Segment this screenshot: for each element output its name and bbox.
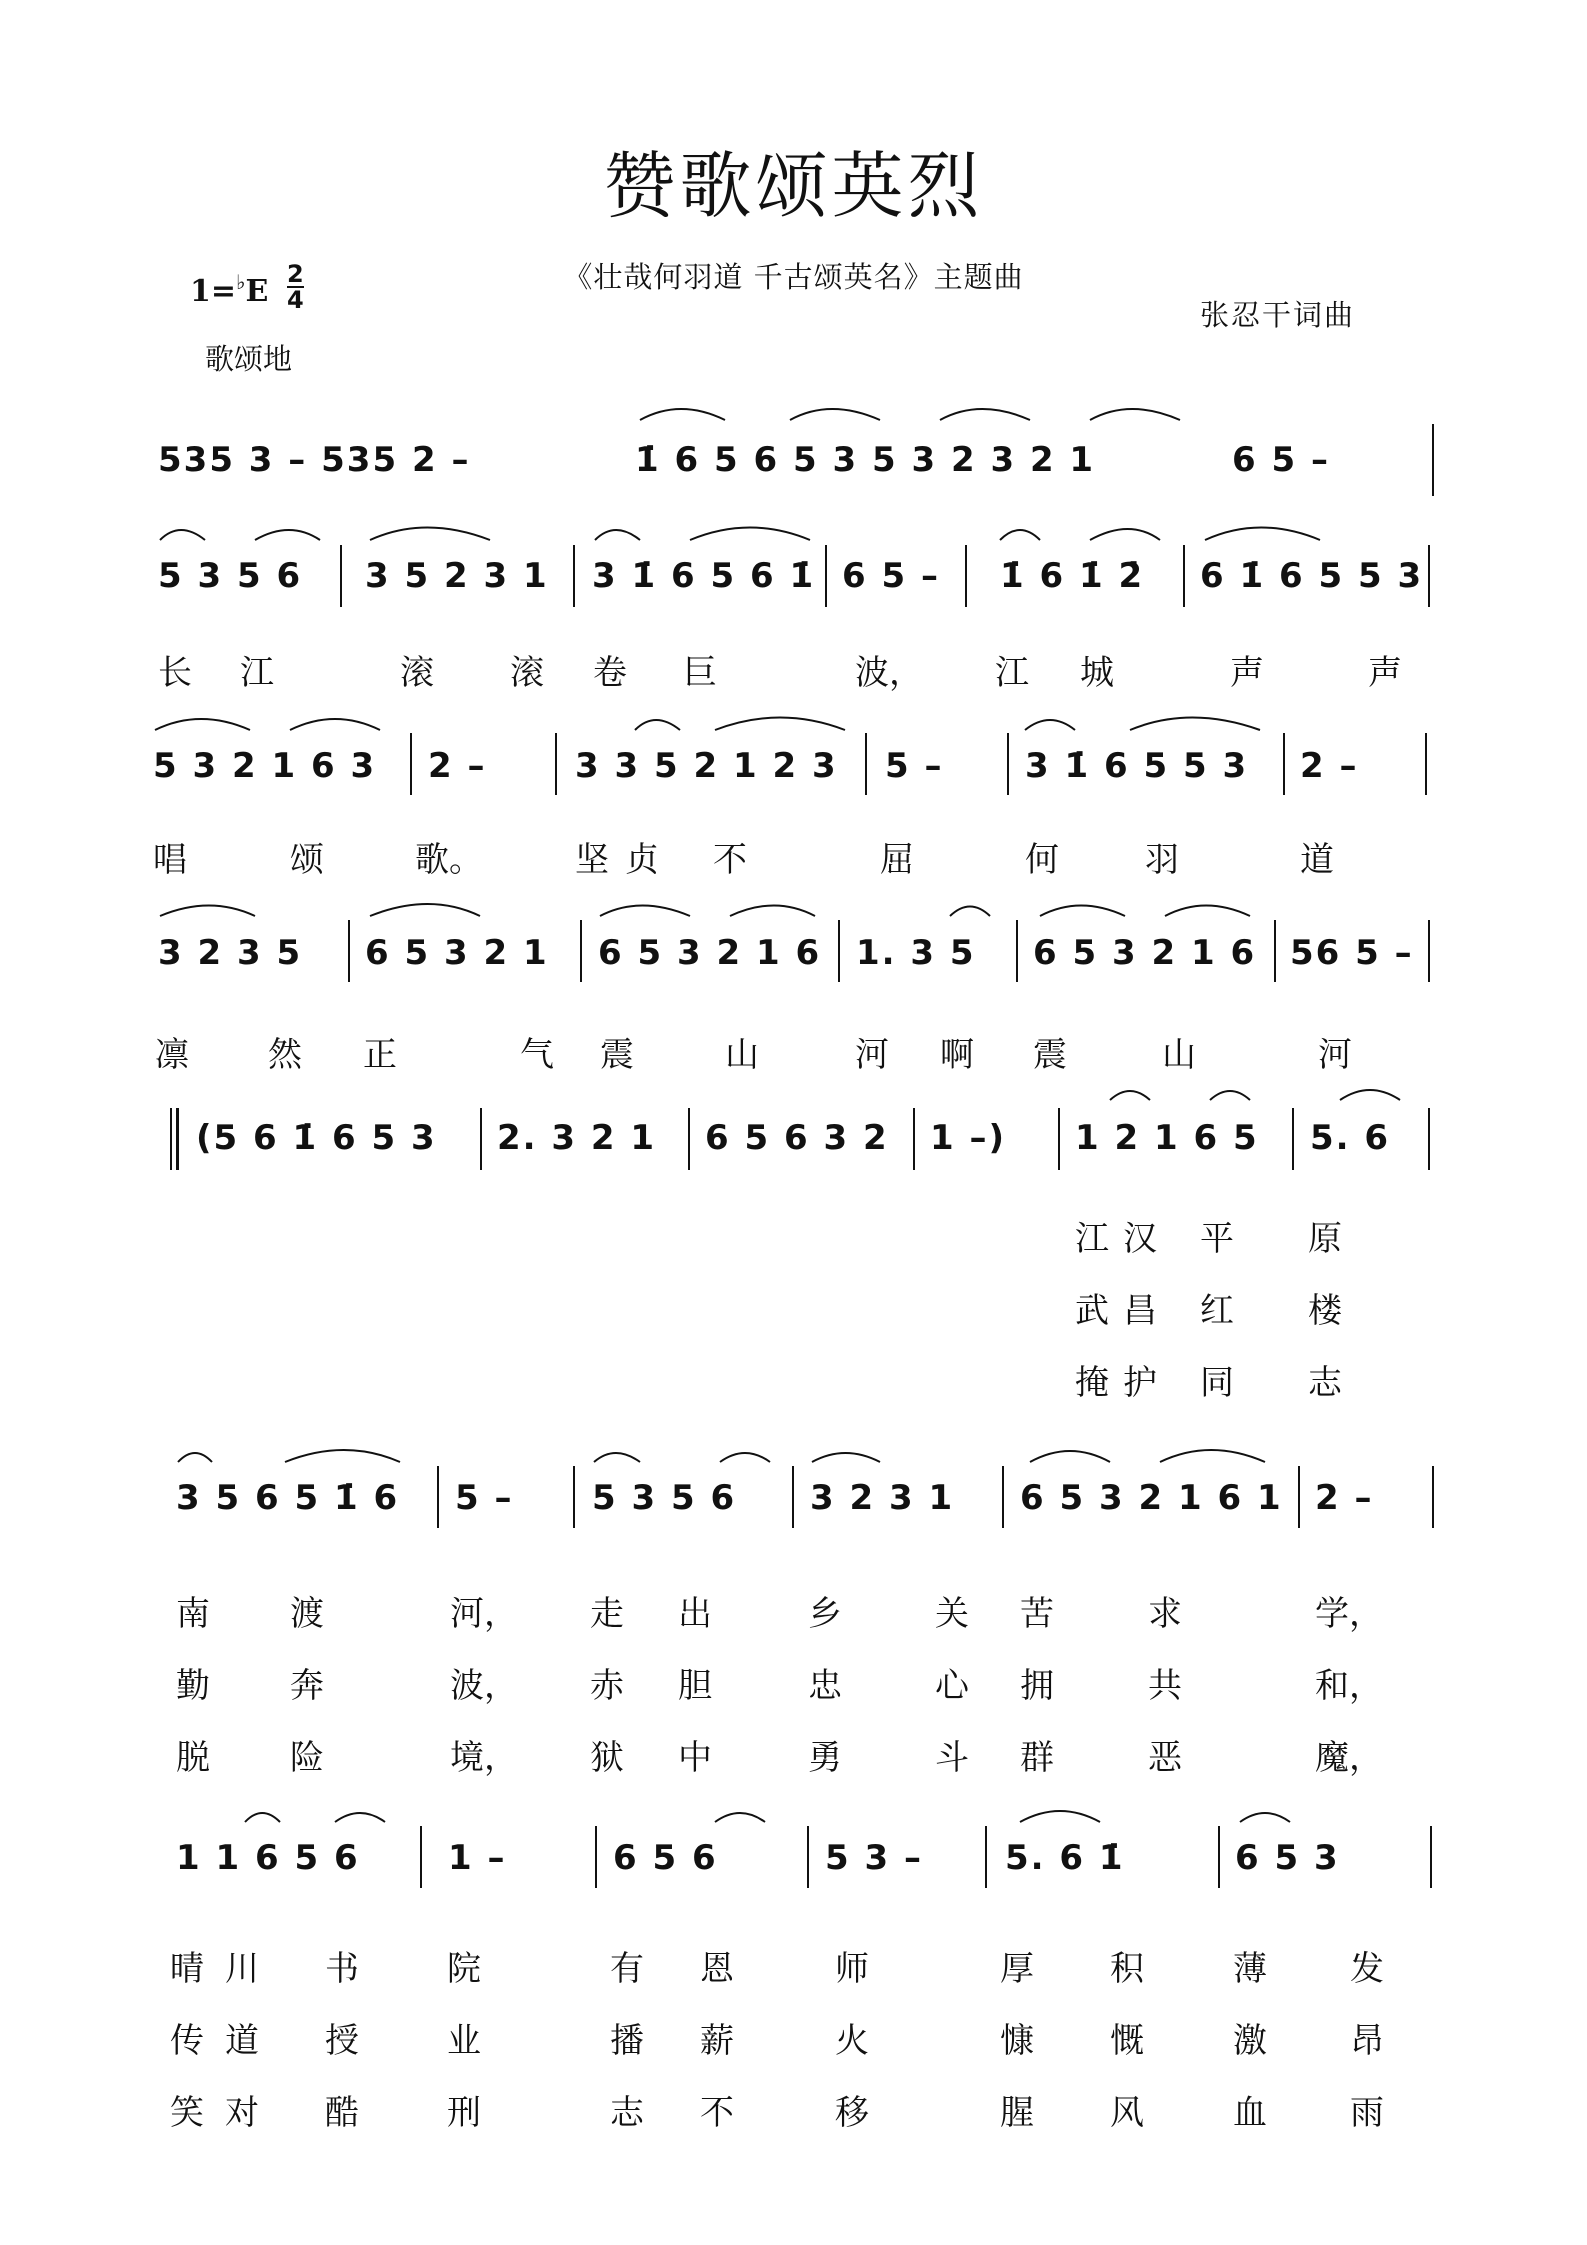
lyric: 原 bbox=[1308, 1219, 1342, 1259]
lyric: 境， bbox=[450, 1738, 518, 1778]
barline bbox=[595, 1826, 597, 1888]
measure: 3 3 5 2 1 2 3 bbox=[575, 746, 838, 786]
barline bbox=[480, 1108, 482, 1170]
lyric: 汉 bbox=[1123, 1219, 1157, 1259]
lyric: 坚 bbox=[575, 840, 609, 880]
lyric: 慷 bbox=[1000, 2021, 1034, 2061]
lyric: 昌 bbox=[1123, 1291, 1157, 1331]
barline bbox=[985, 1826, 987, 1888]
lyric: 刑 bbox=[447, 2093, 481, 2133]
measure: 1 –) bbox=[930, 1118, 1007, 1158]
time-numerator: 2 bbox=[287, 260, 304, 288]
measure: 1 2 1 6 5 bbox=[1075, 1118, 1259, 1158]
composer-credit: 张忍干词曲 bbox=[1200, 298, 1356, 332]
lyric: 拥 bbox=[1020, 1666, 1054, 1706]
measure: 3 1̇ 6 5 5 3 bbox=[1025, 746, 1249, 786]
lyric: 道 bbox=[1300, 840, 1334, 880]
lyric: 声 bbox=[1230, 653, 1264, 693]
lyric: 魔， bbox=[1315, 1738, 1383, 1778]
measure: 5. 6 1̇ bbox=[1005, 1838, 1125, 1878]
measure: 1. 3 5 bbox=[856, 933, 976, 973]
measure: 5 – bbox=[455, 1478, 514, 1518]
lyric: 江 bbox=[995, 653, 1029, 693]
repeat-barline-thick bbox=[176, 1108, 179, 1170]
lyric: 平 bbox=[1200, 1219, 1234, 1259]
measure: 3 5 6 5 1̇ 6 bbox=[176, 1478, 400, 1518]
barline bbox=[688, 1108, 690, 1170]
barline bbox=[580, 920, 582, 982]
lyric: 河， bbox=[450, 1594, 518, 1634]
lyric: 震 bbox=[600, 1035, 634, 1075]
lyric: 和， bbox=[1315, 1666, 1383, 1706]
lyric: 颂 bbox=[290, 840, 324, 880]
measure: 2 – bbox=[1315, 1478, 1374, 1518]
lyric: 志 bbox=[1308, 1363, 1342, 1403]
measure: 6 5 3 2 1 6 1 bbox=[1020, 1478, 1283, 1518]
lyric: 城 bbox=[1080, 653, 1114, 693]
lyric: 心 bbox=[935, 1666, 969, 1706]
lyric: 贞 bbox=[625, 840, 659, 880]
barline bbox=[410, 733, 412, 795]
lyric: 山 bbox=[1162, 1035, 1196, 1075]
lyric: 忠 bbox=[808, 1666, 842, 1706]
lyric: 风 bbox=[1110, 2093, 1144, 2133]
barline bbox=[348, 920, 350, 982]
measure: 3 2 3 1 bbox=[810, 1478, 955, 1518]
lyric: 长 bbox=[158, 653, 192, 693]
lyric: 然 bbox=[268, 1035, 302, 1075]
lyric: 河 bbox=[1318, 1035, 1352, 1075]
barline bbox=[838, 920, 840, 982]
lyric: 厚 bbox=[1000, 1949, 1034, 1989]
lyric: 胆 bbox=[678, 1666, 712, 1706]
measure: 6 5 3 2 1 6 bbox=[598, 933, 822, 973]
page-title: 赞歌颂英烈 bbox=[603, 144, 984, 228]
lyric: 江 bbox=[240, 653, 274, 693]
lyric: 学， bbox=[1315, 1594, 1383, 1634]
barline bbox=[555, 733, 557, 795]
measure: 5 3 5 6 bbox=[592, 1478, 737, 1518]
barline bbox=[573, 1466, 575, 1528]
lyric: 奔 bbox=[290, 1666, 324, 1706]
lyric: 苦 bbox=[1020, 1594, 1054, 1634]
barline bbox=[1432, 1466, 1434, 1528]
lyric: 火 bbox=[835, 2021, 869, 2061]
lyric: 滚 bbox=[510, 653, 544, 693]
lyric: 乡 bbox=[808, 1594, 842, 1634]
lyric: 正 bbox=[363, 1035, 397, 1075]
measure: 1 1 6 5 6 bbox=[176, 1838, 360, 1878]
lyric: 走 bbox=[590, 1594, 624, 1634]
measure: 2 – bbox=[428, 746, 487, 786]
lyric: 巨 bbox=[683, 653, 717, 693]
measure: 6 1̇ 6 5 5 3 bbox=[1200, 556, 1424, 596]
lyric: 震 bbox=[1033, 1035, 1067, 1075]
lyric: 关 bbox=[935, 1594, 969, 1634]
lyric: 勇 bbox=[808, 1738, 842, 1778]
lyric: 移 bbox=[835, 2093, 869, 2133]
measure: 6 5 6 bbox=[613, 1838, 718, 1878]
measure: 6 5 3 2 1 6 bbox=[1033, 933, 1257, 973]
barline bbox=[573, 545, 575, 607]
lyric: 险 bbox=[290, 1738, 324, 1778]
lyric: 中 bbox=[678, 1738, 712, 1778]
measure-group: 1̇ 6 5 6 5 3 5 3 2 3 2 1 bbox=[635, 440, 1096, 480]
measure: 5 3 5 6 bbox=[158, 556, 303, 596]
subtitle: 《壮哉何羽道 千古颂英名》主题曲 bbox=[563, 260, 1024, 294]
barline bbox=[1002, 1466, 1004, 1528]
barline bbox=[792, 1466, 794, 1528]
lyric: 啊 bbox=[940, 1035, 974, 1075]
measure: 5 3 2 1 6 3 bbox=[153, 746, 377, 786]
lyric: 何 bbox=[1025, 840, 1059, 880]
lyric: 凛 bbox=[155, 1035, 189, 1075]
lyric: 出 bbox=[678, 1594, 712, 1634]
lyric: 慨 bbox=[1110, 2021, 1144, 2061]
measure: 1̇ 6 1̇ 2̇ bbox=[1000, 556, 1145, 596]
lyric: 共 bbox=[1148, 1666, 1182, 1706]
lyric: 护 bbox=[1123, 1363, 1157, 1403]
lyric: 南 bbox=[176, 1594, 210, 1634]
lyric: 传 bbox=[170, 2021, 204, 2061]
lyric: 狱 bbox=[590, 1738, 624, 1778]
lyric: 播 bbox=[610, 2021, 644, 2061]
barline bbox=[865, 733, 867, 795]
lyric: 波， bbox=[450, 1666, 518, 1706]
lyric: 歌。 bbox=[415, 840, 483, 880]
lyric: 薪 bbox=[700, 2021, 734, 2061]
lyric: 院 bbox=[447, 1949, 481, 1989]
lyric: 不 bbox=[700, 2093, 734, 2133]
measure: 6 5 6 3 2 bbox=[705, 1118, 889, 1158]
lyric: 发 bbox=[1350, 1949, 1384, 1989]
lyric: 血 bbox=[1233, 2093, 1267, 2133]
measure-group: 6 5 – bbox=[1232, 440, 1330, 480]
lyric: 同 bbox=[1200, 1363, 1234, 1403]
lyric: 河 bbox=[855, 1035, 889, 1075]
barline bbox=[1430, 1826, 1432, 1888]
barline bbox=[420, 1826, 422, 1888]
barline bbox=[1218, 1826, 1220, 1888]
measure: 5 – bbox=[885, 746, 944, 786]
measure: 3 5 2 3 1 bbox=[365, 556, 549, 596]
lyric: 师 bbox=[835, 1949, 869, 1989]
lyric: 笑 bbox=[170, 2093, 204, 2133]
lyric: 勤 bbox=[176, 1666, 210, 1706]
measure: 1 – bbox=[448, 1838, 507, 1878]
lyric: 羽 bbox=[1145, 840, 1179, 880]
lyric: 楼 bbox=[1308, 1291, 1342, 1331]
flat-symbol: ♭ bbox=[236, 270, 246, 294]
key-prefix: 1= bbox=[190, 274, 237, 309]
barline bbox=[825, 545, 827, 607]
lyric: 红 bbox=[1200, 1291, 1234, 1331]
lyric: 声 bbox=[1368, 653, 1402, 693]
barline bbox=[1428, 920, 1430, 982]
measure: 5. 6 bbox=[1310, 1118, 1391, 1158]
lyric: 业 bbox=[447, 2021, 481, 2061]
time-denominator: 4 bbox=[287, 286, 304, 314]
expression-mark: 歌颂地 bbox=[205, 342, 293, 376]
measure: 5 3 – bbox=[825, 1838, 923, 1878]
measure-group: 535 3 – 535 2 – bbox=[158, 440, 471, 480]
lyric: 授 bbox=[325, 2021, 359, 2061]
lyric: 屈 bbox=[880, 840, 914, 880]
lyric: 对 bbox=[225, 2093, 259, 2133]
lyric: 晴 bbox=[170, 1949, 204, 1989]
lyric: 武 bbox=[1075, 1291, 1109, 1331]
barline bbox=[965, 545, 967, 607]
barline bbox=[1428, 1108, 1430, 1170]
lyric: 有 bbox=[610, 1949, 644, 1989]
lyric: 脱 bbox=[176, 1738, 210, 1778]
lyric: 书 bbox=[325, 1949, 359, 1989]
barline bbox=[1428, 545, 1430, 607]
barline bbox=[1298, 1466, 1300, 1528]
lyric: 唱 bbox=[153, 840, 187, 880]
measure: 56 5 – bbox=[1290, 933, 1414, 973]
barline bbox=[1292, 1108, 1294, 1170]
barline bbox=[1274, 920, 1276, 982]
lyric: 恶 bbox=[1148, 1738, 1182, 1778]
measure: 6 5 3 2 1 bbox=[365, 933, 549, 973]
barline bbox=[1283, 733, 1285, 795]
key-signature bbox=[190, 270, 268, 309]
barline bbox=[340, 545, 342, 607]
lyric: 恩 bbox=[700, 1949, 734, 1989]
measure: 2 – bbox=[1300, 746, 1359, 786]
lyric: 不 bbox=[713, 840, 747, 880]
measure: 3 2 3 5 bbox=[158, 933, 303, 973]
lyric: 斗 bbox=[935, 1738, 969, 1778]
measure: 6 5 – bbox=[842, 556, 940, 596]
time-signature bbox=[287, 262, 304, 312]
lyric: 激 bbox=[1233, 2021, 1267, 2061]
measure: 6 5 3 bbox=[1235, 1838, 1340, 1878]
measure: (5 6 1̇ 6 5 3 bbox=[196, 1118, 437, 1158]
lyric: 腥 bbox=[1000, 2093, 1034, 2133]
key-note: E bbox=[245, 274, 269, 309]
barline bbox=[913, 1108, 915, 1170]
barline bbox=[1007, 733, 1009, 795]
lyric: 渡 bbox=[290, 1594, 324, 1634]
lyric: 酷 bbox=[325, 2093, 359, 2133]
repeat-barline bbox=[170, 1108, 172, 1170]
measure: 3 1̇ 6 5 6 1̇ bbox=[592, 556, 816, 596]
barline bbox=[807, 1826, 809, 1888]
lyric: 群 bbox=[1020, 1738, 1054, 1778]
barline bbox=[1432, 424, 1434, 496]
lyric: 赤 bbox=[590, 1666, 624, 1706]
lyric: 积 bbox=[1110, 1949, 1144, 1989]
lyric: 道 bbox=[225, 2021, 259, 2061]
lyric: 卷 bbox=[593, 653, 627, 693]
lyric: 志 bbox=[610, 2093, 644, 2133]
lyric: 掩 bbox=[1075, 1363, 1109, 1403]
lyric: 川 bbox=[225, 1949, 259, 1989]
lyric: 滚 bbox=[400, 653, 434, 693]
lyric: 气 bbox=[520, 1035, 554, 1075]
lyric: 雨 bbox=[1350, 2093, 1384, 2133]
barline bbox=[1016, 920, 1018, 982]
barline bbox=[1425, 733, 1427, 795]
barline bbox=[1058, 1108, 1060, 1170]
lyric: 波， bbox=[855, 653, 923, 693]
measure: 2. 3 2 1 bbox=[497, 1118, 657, 1158]
lyric: 山 bbox=[725, 1035, 759, 1075]
barline bbox=[1183, 545, 1185, 607]
barline bbox=[437, 1466, 439, 1528]
lyric: 昂 bbox=[1350, 2021, 1384, 2061]
lyric: 薄 bbox=[1233, 1949, 1267, 1989]
lyric: 求 bbox=[1148, 1594, 1182, 1634]
lyric: 江 bbox=[1075, 1219, 1109, 1259]
